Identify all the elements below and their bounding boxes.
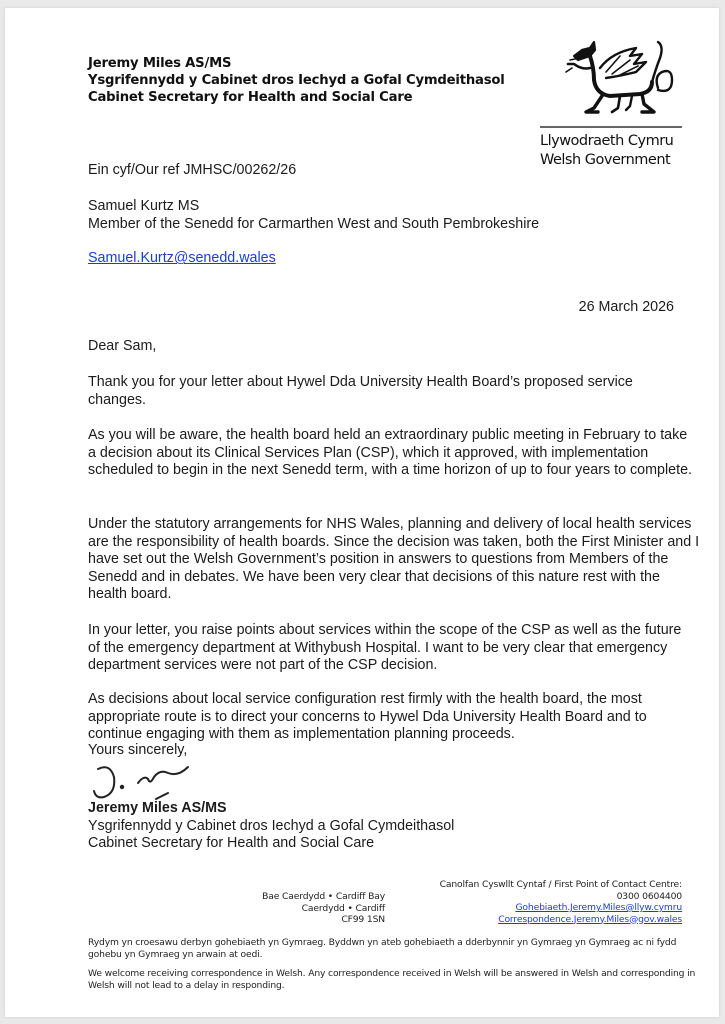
recipient-block — [88, 198, 539, 268]
paragraph-5: As decisions about local service configuration rest firmly with the health board, the most appropriate route is to direct your concerns to Hywel Dda University Health Board and to continue engaging with them as implementation planning proceeds. — [88, 691, 647, 743]
paragraph-3: Under the statutory arrangements for NHS Wales, planning and delivery of local health services are the responsibility of health boards. Since the decision was taken, both the First Minister and I have set out the Welsh Government’s position in answers to questions from Members of the Senedd and in debates. We have been very clear that decisions of this nature rest with the health board. — [88, 516, 700, 603]
salutation: Dear Sam, — [88, 338, 157, 354]
recipient-role: Member of the Senedd for Carmarthen West and South Pembrokeshire — [88, 215, 540, 232]
signatory-title-welsh: Ysgrifennydd y Cabinet dros Iechyd a Gofal Cymdeithasol — [88, 817, 455, 834]
our-reference: Ein cyf/Our ref JMHSC/00262/26 — [88, 162, 297, 178]
contact-heading: Canolfan Cyswllt Cyntaf / First Point of Contact Centre: — [439, 879, 682, 890]
contact-email-welsh-link[interactable]: Gohebiaeth.Jeremy.Miles@llyw.cymru — [515, 902, 682, 913]
contact-phone: 0300 0604400 — [616, 890, 682, 902]
welsh-government-logo — [540, 38, 690, 170]
sender-title-english: Cabinet Secretary for Health and Social Care — [88, 90, 413, 105]
letter-date: 26 March 2026 — [578, 299, 674, 315]
welsh-language-note-en: We welcome receiving correspondence in Welsh. Any correspondence received in Welsh will be answered in Welsh and corresponding in Welsh will not lead to a delay in responding. — [88, 968, 696, 991]
welsh-language-note-cy: Rydym yn croesawu derbyn gohebiaeth yn Gymraeg. Byddwn yn ateb gohebiaeth a dderbynnir yn Gymraeg yn Gymraeg ac ni fydd gohebu yn Gymraeg yn arwain at oedi. — [88, 937, 677, 960]
address-line-3: CF99 1SN — [341, 914, 385, 925]
sender-title-welsh: Ysgrifennydd y Cabinet dros Iechyd a Gofal Cymdeithasol — [88, 73, 505, 88]
recipient-email-link[interactable]: Samuel.Kurtz@senedd.wales — [88, 250, 276, 267]
footer-contact — [385, 879, 682, 925]
recipient-name: Samuel Kurtz MS — [88, 198, 200, 214]
address-line-1: Bae Caerdydd • Cardiff Bay — [262, 891, 385, 902]
sender-name: Jeremy Miles AS/MS — [88, 56, 232, 71]
welsh-dragon-icon — [540, 38, 690, 120]
closing: Yours sincerely, — [88, 742, 188, 758]
signature-block — [88, 800, 454, 853]
footer-address — [185, 891, 385, 926]
sender-header — [88, 55, 505, 106]
logo-divider — [540, 126, 682, 128]
paragraph-4: In your letter, you raise points about services within the scope of the CSP as well as the future of the emergency department at Withybush Hospital. I want to be very clear that emergency department services were not part of the CSP decision. — [88, 622, 682, 674]
letter-page — [5, 8, 719, 1017]
signatory-title-english: Cabinet Secretary for Health and Social Care — [88, 835, 375, 852]
logo-text-english: Welsh Government — [540, 152, 671, 168]
contact-email-english-link[interactable]: Correspondence.Jeremy.Miles@gov.wales — [498, 913, 682, 925]
logo-text-welsh: Llywodraeth Cymru — [540, 133, 674, 149]
address-line-2: Caerdydd • Cardiff — [301, 902, 385, 914]
paragraph-1: Thank you for your letter about Hywel Dda University Health Board’s proposed service changes. — [88, 374, 633, 408]
paragraph-2: As you will be aware, the health board held an extraordinary public meeting in February to take a decision about its Clinical Services Plan (CSP), which it approved, with implementation scheduled to begin in the next Senedd term, with a time horizon of up to four years to complete. — [88, 427, 692, 479]
signatory-name: Jeremy Miles AS/MS — [88, 800, 227, 816]
